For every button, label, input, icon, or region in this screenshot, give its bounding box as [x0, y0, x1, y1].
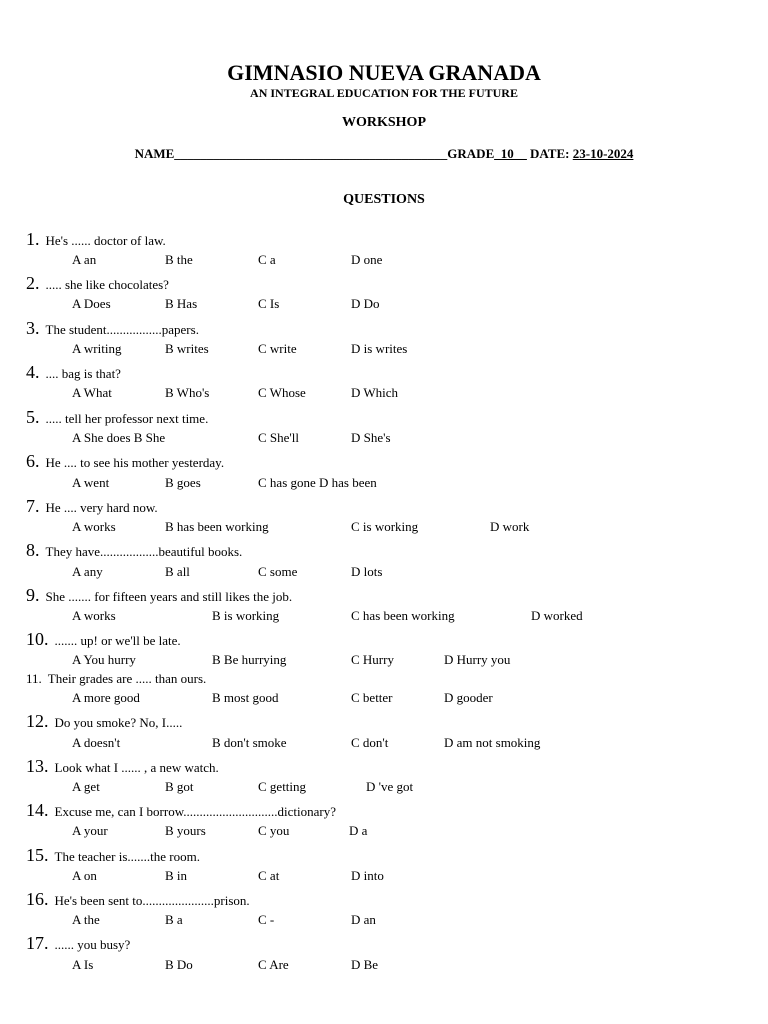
option-a: A works	[72, 519, 116, 534]
question-3	[26, 318, 199, 339]
question-4	[26, 362, 121, 383]
question-8	[26, 540, 242, 561]
option-a: A doesn't	[72, 735, 121, 750]
option-a: A get	[72, 779, 100, 794]
option-a: A your	[72, 823, 108, 838]
question-text: ....... up! or we'll be late.	[54, 633, 181, 648]
name-label: NAME	[134, 146, 175, 161]
question-number: 6.	[26, 451, 40, 471]
question-text: Their grades are ..... than ours.	[47, 671, 207, 686]
option-a: A Does	[72, 296, 111, 311]
question-text: He's ...... doctor of law.	[45, 233, 166, 248]
question-7	[26, 496, 158, 517]
options-row-8	[0, 564, 768, 580]
student-info-row	[0, 146, 768, 162]
option-c: C She'll	[258, 430, 299, 445]
question-number: 15.	[26, 845, 49, 865]
date-label: DATE:	[526, 146, 573, 161]
date-value: 23-10-2024	[572, 146, 634, 161]
option-b: B writes	[165, 341, 209, 356]
option-d: D 've got	[366, 779, 414, 794]
option-d: D an	[351, 912, 376, 927]
question-text: Look what I ...... , a new watch.	[54, 760, 219, 775]
option-c: C some	[258, 564, 298, 579]
option-c: C -	[258, 912, 275, 927]
option-c: C don't	[351, 735, 389, 750]
option-d: D worked	[531, 608, 583, 623]
options-row-15	[0, 868, 768, 884]
option-b: B in	[165, 868, 188, 883]
option-a: A went	[72, 475, 110, 490]
option-c: C you	[258, 823, 290, 838]
option-a: A You hurry	[72, 652, 136, 667]
option-c: C is working	[351, 519, 419, 534]
name-blank: __________________________________________	[174, 146, 448, 161]
option-b: B a	[165, 912, 183, 927]
school-name: GIMNASIO NUEVA GRANADA	[227, 60, 541, 85]
question-text: Do you smoke? No, I.....	[54, 715, 183, 730]
option-b: B most good	[212, 690, 279, 705]
option-b: B Who's	[165, 385, 210, 400]
option-c: C better	[351, 690, 393, 705]
question-16	[26, 889, 250, 910]
options-row-6	[0, 475, 768, 491]
question-11	[26, 671, 206, 687]
question-text: The teacher is.......the room.	[54, 849, 200, 864]
question-number: 2.	[26, 273, 40, 293]
question-number: 5.	[26, 407, 40, 427]
options-row-2	[0, 296, 768, 312]
option-d: D work	[490, 519, 530, 534]
question-number: 1.	[26, 229, 40, 249]
question-6	[26, 451, 224, 472]
option-b: B all	[165, 564, 190, 579]
option-a: A Is	[72, 957, 94, 972]
document-title: WORKSHOP	[341, 115, 426, 130]
option-c: C a	[258, 252, 276, 267]
question-text: He .... to see his mother yesterday.	[45, 455, 225, 470]
option-d: D Be	[351, 957, 379, 972]
option-a: A on	[72, 868, 97, 883]
option-d: D am not smoking	[444, 735, 541, 750]
question-number: 8.	[26, 540, 40, 560]
option-b: B got	[165, 779, 194, 794]
question-text: Excuse me, can I borrow.............................dictionary?	[54, 804, 336, 819]
question-number: 4.	[26, 362, 40, 382]
question-text: .... bag is that?	[45, 366, 121, 381]
options-row-4	[0, 385, 768, 401]
option-c: C Are	[258, 957, 289, 972]
question-number: 13.	[26, 756, 49, 776]
question-13	[26, 756, 219, 777]
question-number: 17.	[26, 933, 49, 953]
option-a: A writing	[72, 341, 122, 356]
question-9	[26, 585, 292, 606]
questions-heading: QUESTIONS	[343, 192, 425, 207]
question-17	[26, 933, 130, 954]
option-d: D lots	[351, 564, 383, 579]
question-number: 3.	[26, 318, 40, 338]
question-12	[26, 711, 182, 732]
question-number: 10.	[26, 629, 49, 649]
question-text: The student.................papers.	[45, 322, 199, 337]
question-1	[26, 229, 166, 250]
option-b: B goes	[165, 475, 201, 490]
question-number: 12.	[26, 711, 49, 731]
options-row-5	[0, 430, 768, 446]
option-c: C at	[258, 868, 280, 883]
option-a: A works	[72, 608, 116, 623]
question-15	[26, 845, 200, 866]
option-a: A more good	[72, 690, 140, 705]
option-b: B yours	[165, 823, 206, 838]
option-d: D is writes	[351, 341, 408, 356]
option-b: B has been working	[165, 519, 269, 534]
option-c: C getting	[258, 779, 307, 794]
question-text: ..... she like chocolates?	[45, 277, 169, 292]
option-a: A What	[72, 385, 112, 400]
option-d: D Hurry you	[444, 652, 511, 667]
question-number: 7.	[26, 496, 40, 516]
option-a: A an	[72, 252, 97, 267]
option-a-b: A She does B She	[72, 430, 166, 445]
options-row-1	[0, 252, 768, 268]
options-row-14	[0, 823, 768, 839]
options-row-12	[0, 735, 768, 751]
question-text: He .... very hard now.	[45, 500, 158, 515]
options-row-16	[0, 912, 768, 928]
options-row-3	[0, 341, 768, 357]
question-text: ..... tell her professor next time.	[45, 411, 209, 426]
option-a: A the	[72, 912, 100, 927]
options-row-9	[0, 608, 768, 624]
question-text: They have..................beautiful books.	[45, 544, 243, 559]
option-d: D into	[351, 868, 384, 883]
option-c: C Hurry	[351, 652, 394, 667]
options-row-17	[0, 957, 768, 973]
option-d: D one	[351, 252, 383, 267]
option-d: D gooder	[444, 690, 493, 705]
option-d: D a	[349, 823, 368, 838]
question-number: 9.	[26, 585, 40, 605]
option-d: D She's	[351, 430, 391, 445]
option-c: C write	[258, 341, 297, 356]
question-text: ...... you busy?	[54, 937, 131, 952]
grade-label: GRADE	[447, 146, 495, 161]
option-b: B Be hurrying	[212, 652, 287, 667]
question-2	[26, 273, 169, 294]
question-number: 14.	[26, 800, 49, 820]
question-number: 11.	[26, 671, 42, 686]
option-c: C Is	[258, 296, 280, 311]
question-14	[26, 800, 336, 821]
question-number: 16.	[26, 889, 49, 909]
option-c-d: C has gone D has been	[258, 475, 377, 490]
school-motto: AN INTEGRAL EDUCATION FOR THE FUTURE	[250, 86, 518, 100]
option-c: C Whose	[258, 385, 306, 400]
option-c: C has been working	[351, 608, 455, 623]
options-row-10	[0, 652, 768, 668]
option-d: D Which	[351, 385, 399, 400]
option-b: B the	[165, 252, 193, 267]
grade-value: _10__	[494, 146, 527, 161]
option-b: B is working	[212, 608, 280, 623]
options-row-7	[0, 519, 768, 535]
question-10	[26, 629, 181, 650]
option-b: B Do	[165, 957, 193, 972]
option-a: A any	[72, 564, 103, 579]
question-text: She ....... for fifteen years and still likes the job.	[45, 589, 293, 604]
option-b: B Has	[165, 296, 198, 311]
option-d: D Do	[351, 296, 380, 311]
options-row-13	[0, 779, 768, 795]
question-5	[26, 407, 208, 428]
option-b: B don't smoke	[212, 735, 287, 750]
question-text: He's been sent to......................prison.	[54, 893, 250, 908]
options-row-11	[0, 690, 768, 706]
